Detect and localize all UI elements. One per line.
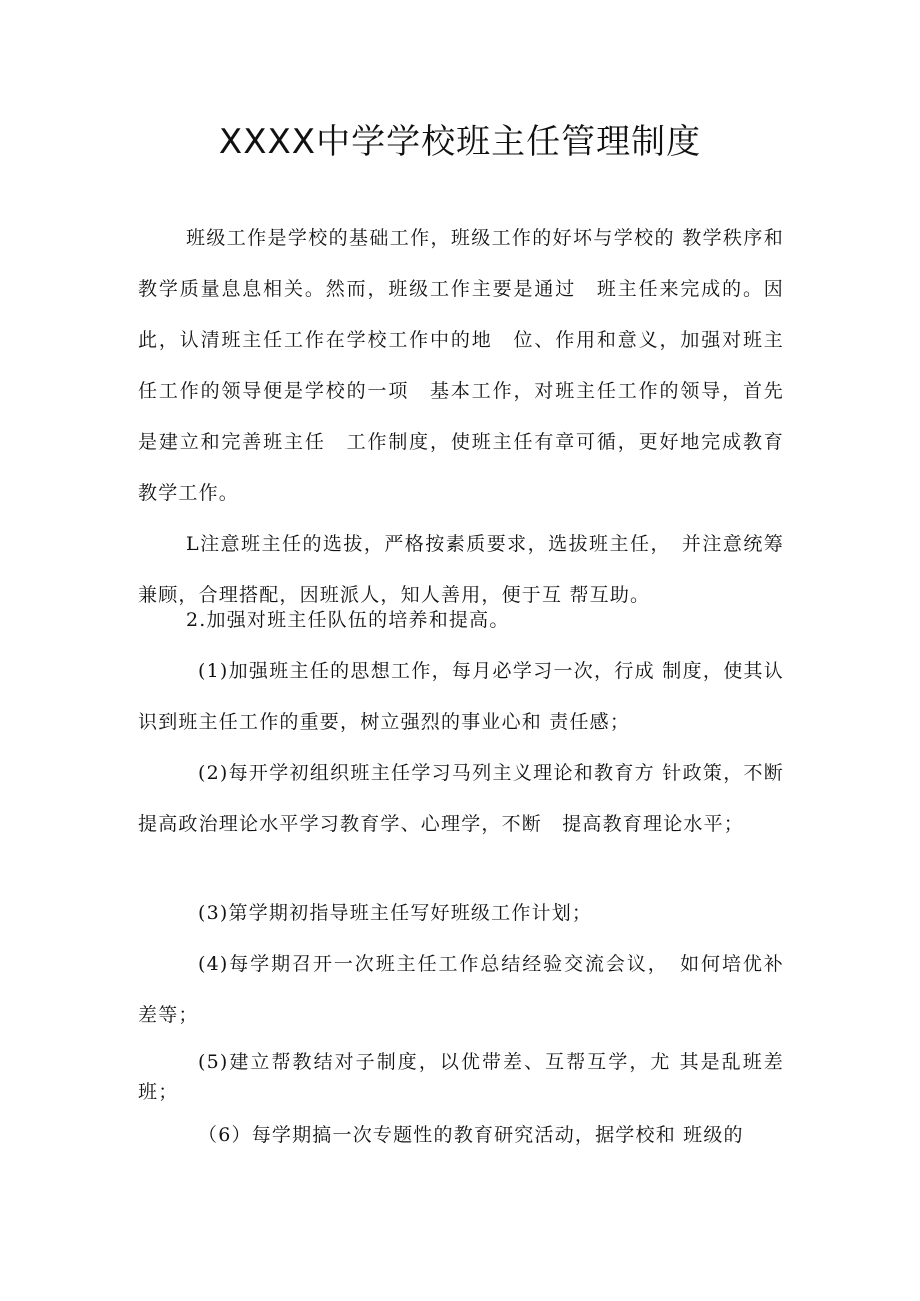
paragraph-subitem-2: (2)每开学初组织班主任学习马列主义理论和教育方 针政策，不断提高政治理论水平学习教育学、心理学，不断 提高教育理论水平； xyxy=(138,762,784,835)
paragraph-subitem-5: (5)建立帮教结对子制度，以优带差、互帮互学，尤 其是乱班差班； xyxy=(138,1051,784,1103)
paragraph-subitem-3: (3)第学期初指导班主任写好班级工作计划； xyxy=(198,902,593,924)
paragraph-item-2: 2.加强对班主任队伍的培养和提高。 xyxy=(186,609,510,631)
paragraph-subitem-4: (4)每学期召开一次班主任工作总结经验交流会议， 如何培优补差等； xyxy=(138,953,784,1026)
paragraph-subitem-6: （6）每学期搞一次专题性的教育研究活动，据学校和 班级的 xyxy=(198,1124,744,1146)
paragraph-subitem-1: (1)加强班主任的思想工作，每月必学习一次，行成 制度，使其认识到班主任工作的重要，树立强烈的事业心和 责任感； xyxy=(138,660,784,733)
document-title: XXXX中学学校班主任管理制度 xyxy=(218,122,702,162)
paragraph-item-1: L注意班主任的选拔，严格按素质要求，选拔班主任， 并注意统筹兼顾，合理搭配，因班派人，知人善用，便于互 帮互助。 xyxy=(138,533,784,606)
paragraph-intro: 班级工作是学校的基础工作，班级工作的好坏与学校的 教学秩序和教学质量息息相关。然而，班级工作主要是通过 班主任来完成的。因此，认清班主任工作在学校工作中的地 位、作用和意义，加强对班主任工作的领导便是学校的一项 基本工作，对班主任工作的领导，首先是建立和完善班主任 工作制度，使班主任有章可循，更好地完成教育教学工作。 xyxy=(138,227,784,504)
